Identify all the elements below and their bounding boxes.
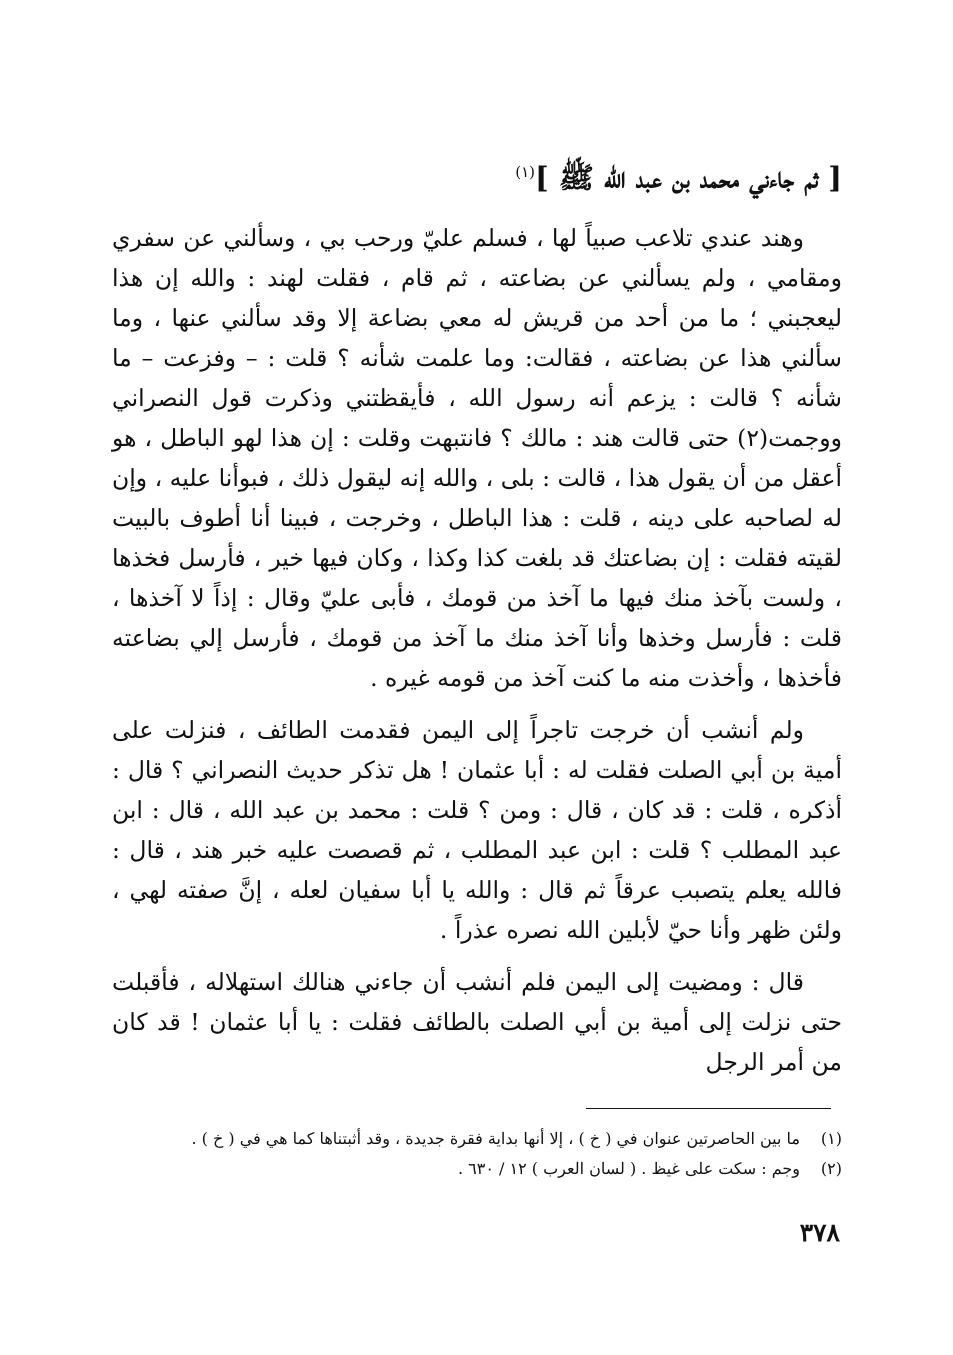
footnote-2 [112,1154,842,1184]
footnotes [112,1124,842,1184]
section-heading [112,150,842,200]
footnote-divider [586,1108,831,1109]
heading-text: [ ثم جاءني محمد بن عبد الله ﷺ ] [535,160,842,195]
main-text [112,150,842,1094]
paragraph-2: ولم أنشب أن خرجت تاجراً إلى اليمن فقدمت الطائف ، فنزلت على أمية بن أبي الصلت فقلت له : أبا عثمان ! هل تذكر حديث النصراني ؟ قال : أذكره ، قلت : قد كان ، قال : ومن ؟ قلت : محمد بن عبد الله ، قال : ابن عبد المطلب ؟ قلت : ابن عبد المطلب ، ثم قصصت عليه خبر هند ، قال : فالله يعلم يتصبب عرقاً ثم قال : والله يا أبا سفيان لعله ، إنَّ صفته لهي ، ولئن ظهر وأنا حيّ لأبلين الله نصره عذراً . [112,715,842,944]
footnote-1 [112,1124,842,1154]
footnote-number: (١) [820,1129,842,1148]
paragraph-3: قال : ومضيت إلى اليمن فلم أنشب أن جاءني هنالك استهلاله ، فأقبلت حتى نزلت إلى أمية بن أبي الصلت بالطائف فقلت : يا أبا عثمان ! قد كان من أمر الرجل [112,967,842,1076]
footnote-number: (٢) [820,1159,842,1178]
footnote-text: ما بين الحاصرتين عنوان في ( خ ) ، إلا أنها بداية فقرة جديدة ، وقد أثبتناها كما هي في ( خ ) . [191,1129,800,1148]
heading-footnote-ref: (١) [515,163,535,181]
page-number: ٣٧٨ [799,1218,840,1247]
footnote-text: وجم : سكت على غيظ . ( لسان العرب ) ١٢ / ٦٣٠ . [457,1159,800,1178]
paragraph-1: وهند عندي تلاعب صبياً لها ، فسلم عليّ ورحب بي ، وسألني عن سفري ومقامي ، ولم يسألني عن بضاعته ، ثم قام ، فقلت لهند : والله إن هذا ليعجبني ؛ ما من أحد من قريش له معي بضاعة إلا وقد سألني عنها ، وما سألني هذا عن بضاعته ، فقالت: وما علمت شأنه ؟ قلت : – وفزعت – ما شأنه ؟ قالت : يزعم أنه رسول الله ، فأيقظتني وذكرت قول النصراني ووجمت(٢) حتى قالت هند : مالك ؟ فانتبهت وقلت : إن هذا لهو الباطل ، هو أعقل من أن يقول هذا ، قالت : بلى ، والله إنه ليقول ذلك ، فبوأنا عليه ، وإن له لصاحبه على دينه ، قلت : هذا الباطل ، وخرجت ، فبينا أنا أطوف بالبيت لقيته فقلت : إن بضاعتك قد بلغت كذا وكذا ، وكان فيها خير ، فأرسل فخذها ، ولست بآخذ منك فيها ما آخذ من قومك ، فأبى عليّ وقال : إذاً لا آخذها ، قلت : فأرسل وخذها وأنا آخذ منك ما آخذ من قومك ، فأرسل إلي بضاعته فأخذها ، وأخذت منه ما كنت آخذ من قومه غيره . [112,223,842,692]
